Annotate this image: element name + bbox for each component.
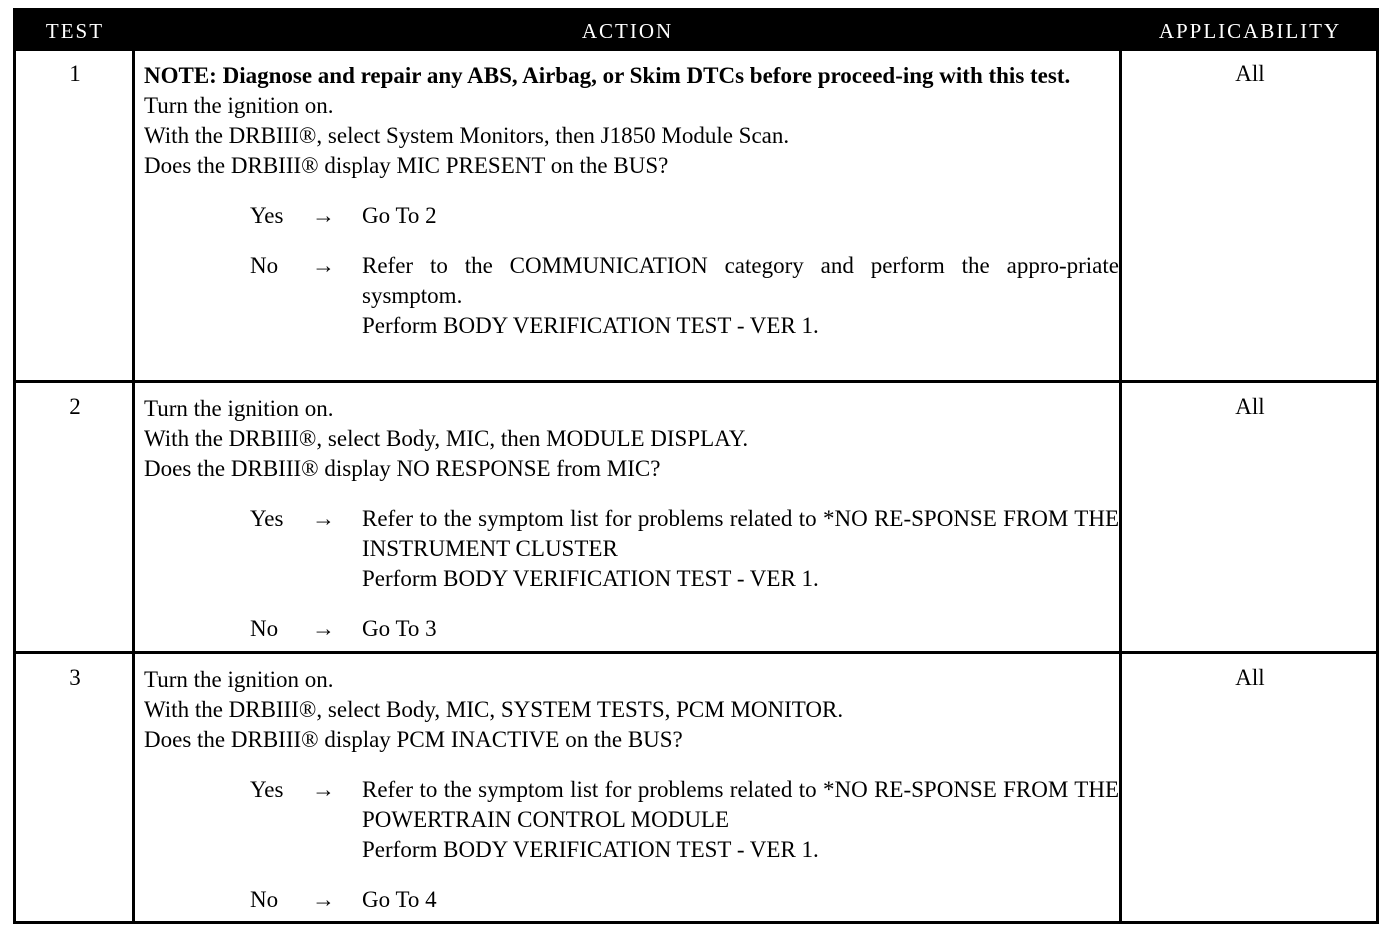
action-line: Turn the ignition on. xyxy=(144,93,334,118)
header-action: ACTION xyxy=(581,19,674,43)
row-divider-2 xyxy=(16,651,1376,654)
action-line: Turn the ignition on. xyxy=(144,396,334,421)
action-line: Turn the ignition on. xyxy=(144,667,334,692)
no-option xyxy=(144,885,1119,915)
applicability-value: All xyxy=(1235,394,1265,419)
yes-option xyxy=(144,504,1119,594)
test-number: 2 xyxy=(69,394,81,419)
table-header xyxy=(16,11,1376,51)
yes-text: Refer to the symptom list for problems related to *NO RE-SPONSE FROM THE POWERTRAIN CONTROL MODULE xyxy=(362,777,1119,832)
column-divider-1 xyxy=(132,51,135,921)
no-option xyxy=(144,251,1119,341)
action-line: With the DRBIII®, select System Monitors, then J1850 Module Scan. xyxy=(144,123,790,148)
arrow-icon: → xyxy=(312,616,335,641)
yes-text: Go To 2 xyxy=(362,203,437,228)
applicability-value: All xyxy=(1235,665,1265,690)
arrow-icon: → xyxy=(312,777,335,802)
yes-label: Yes xyxy=(250,203,284,228)
no-label: No xyxy=(250,616,279,641)
arrow-icon: → xyxy=(312,506,335,531)
action-cell xyxy=(144,665,1119,915)
action-line: With the DRBIII®, select Body, MIC, SYSTEM TESTS, PCM MONITOR. xyxy=(144,697,844,722)
arrow-icon: → xyxy=(312,203,335,228)
no-text: Go To 3 xyxy=(362,616,437,641)
action-cell xyxy=(144,61,1119,341)
note-text: NOTE: Diagnose and repair any ABS, Airbag, or Skim DTCs before proceed-ing with this test. xyxy=(144,63,1071,88)
no-label: No xyxy=(250,253,279,278)
arrow-icon: → xyxy=(312,887,335,912)
row-divider-1 xyxy=(16,380,1376,383)
column-divider-2 xyxy=(1119,51,1122,921)
header-test: TEST xyxy=(45,19,105,43)
action-line: Does the DRBIII® display NO RESPONSE from MIC? xyxy=(144,456,661,481)
yes-text: Perform BODY VERIFICATION TEST - VER 1. xyxy=(362,566,819,591)
no-label: No xyxy=(250,887,279,912)
header-applicability: APPLICABILITY xyxy=(1158,19,1342,43)
yes-option xyxy=(144,775,1119,865)
action-line: With the DRBIII®, select Body, MIC, then MODULE DISPLAY. xyxy=(144,426,749,451)
test-number: 3 xyxy=(69,665,81,690)
action-line: Does the DRBIII® display MIC PRESENT on the BUS? xyxy=(144,153,669,178)
no-text: Perform BODY VERIFICATION TEST - VER 1. xyxy=(362,313,819,338)
yes-text: Perform BODY VERIFICATION TEST - VER 1. xyxy=(362,837,819,862)
action-cell xyxy=(144,394,1119,644)
yes-option xyxy=(144,201,1119,231)
no-option xyxy=(144,614,1119,644)
arrow-icon: → xyxy=(312,253,335,278)
yes-label: Yes xyxy=(250,506,284,531)
test-number: 1 xyxy=(69,61,81,86)
yes-text: Refer to the symptom list for problems related to *NO RE-SPONSE FROM THE INSTRUMENT CLUSTER xyxy=(362,506,1119,561)
diagnostic-table xyxy=(13,8,1379,924)
no-text: Refer to the COMMUNICATION category and perform the appro-priate sysmptom. xyxy=(362,253,1119,308)
yes-label: Yes xyxy=(250,777,284,802)
action-line: Does the DRBIII® display PCM INACTIVE on the BUS? xyxy=(144,727,683,752)
applicability-value: All xyxy=(1235,61,1265,86)
no-text: Go To 4 xyxy=(362,887,437,912)
